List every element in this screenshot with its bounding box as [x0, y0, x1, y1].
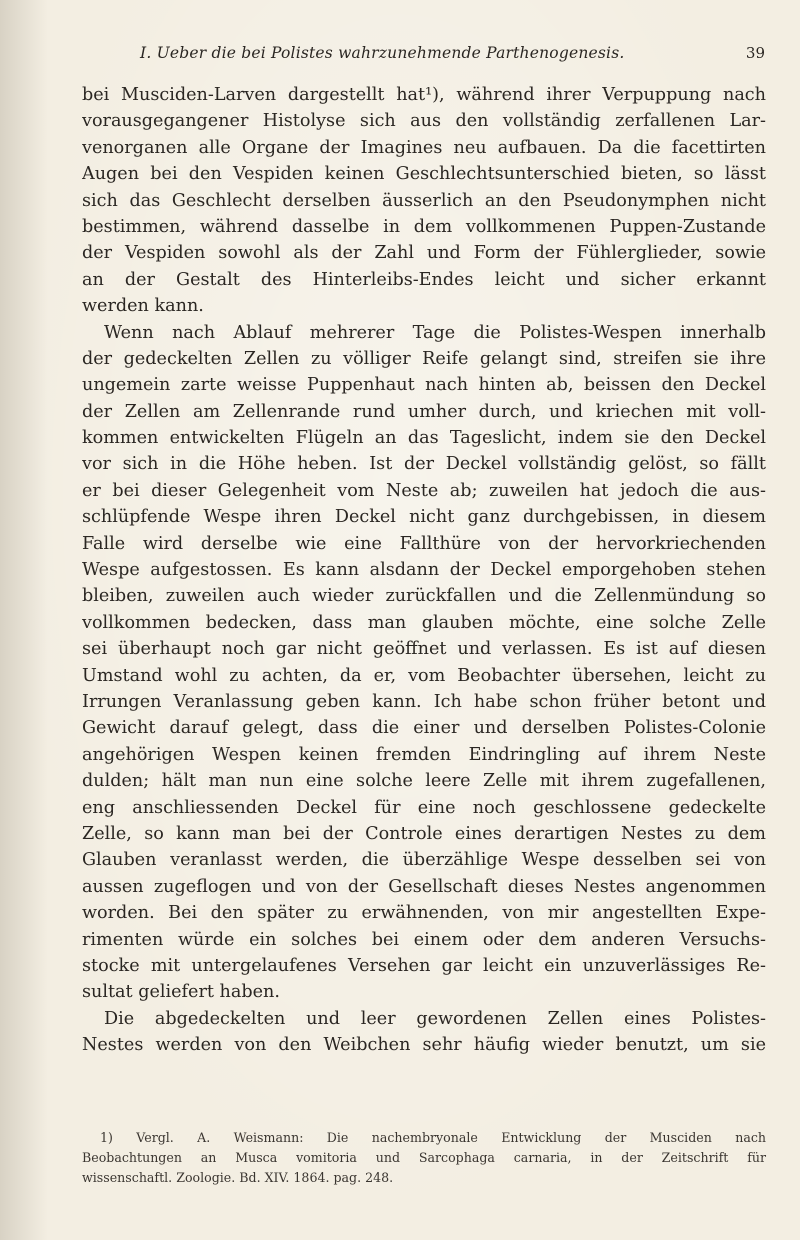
text-line: kommen entwickelten Flügeln an das Tageslicht, indem sie den Deckel — [82, 428, 766, 449]
text-line: vollkommen bedecken, dass man glauben möchte, eine solche Zelle — [82, 612, 766, 633]
text-line: dulden; hält man nun eine solche leere Zelle mit ihrem zugefallenen, — [82, 771, 766, 792]
footnote — [82, 1128, 766, 1188]
text-line: der Zellen am Zellenrande rund umher durch, und kriechen mit voll- — [82, 401, 766, 422]
text-line: sich das Geschlecht derselben äusserlich an den Pseudonymphen nicht — [82, 190, 766, 211]
text-line: Irrungen Veranlassung geben kann. Ich habe schon früher betont und — [82, 691, 766, 712]
text-line: Umstand wohl zu achten, da er, vom Beobachter übersehen, leicht zu — [82, 665, 766, 686]
text-line: Zelle, so kann man bei der Controle eines derartigen Nestes zu dem — [82, 823, 766, 844]
running-head: I. Ueber die bei Polistes wahrzunehmende Parthenogenesis. — [140, 44, 625, 62]
text-line: Glauben veranlasst werden, die überzählige Wespe desselben sei von — [82, 850, 766, 871]
text-line: stocke mit untergelaufenes Versehen gar leicht ein unzuverlässiges Re- — [82, 955, 766, 976]
text-line: ungemein zarte weisse Puppenhaut nach hinten ab, beissen den Deckel — [82, 375, 766, 396]
text-line: bei Musciden-Larven dargestellt hat¹), während ihrer Verpuppung nach — [82, 85, 766, 105]
text-line: sei überhaupt noch gar nicht geöffnet und verlassen. Es ist auf diesen — [82, 639, 766, 660]
paragraph-start-line: Wenn nach Ablauf mehrerer Tage die Polistes-Wespen innerhalb — [104, 322, 766, 343]
page-number: 39 — [745, 44, 765, 62]
text-line: rimenten würde ein solches bei einem oder dem anderen Versuchs- — [82, 929, 766, 950]
text-line: bestimmen, während dasselbe in dem vollkommenen Puppen-Zustande — [82, 216, 766, 237]
text-line: aussen zugeflogen und von der Gesellschaft dieses Nestes angenommen — [82, 876, 766, 897]
footnote-line: 1) Vergl. A. Weismann: Die nachembryonale Entwicklung der Musciden nach — [100, 1130, 766, 1145]
text-line: Nestes werden von den Weibchen sehr häufig wieder benutzt, um sie — [82, 1035, 766, 1056]
text-line: an der Gestalt des Hinterleibs-Endes leicht und sicher erkannt — [82, 269, 766, 290]
text-line: Gewicht darauf gelegt, dass die einer und derselben Polistes-Colonie — [82, 718, 766, 739]
text-line: bleiben, zuweilen auch wieder zurückfallen und die Zellenmündung so — [82, 586, 766, 607]
footnote-line: wissenschaftl. Zoologie. Bd. XIV. 1864. pag. 248. — [82, 1170, 394, 1185]
text-line: Augen bei den Vespiden keinen Geschlechtsunterschied bieten, so lässt — [82, 164, 766, 185]
text-line: Falle wird derselbe wie eine Fallthüre von der hervorkriechenden — [82, 533, 766, 554]
text-line: der gedeckelten Zellen zu völliger Reife gelangt sind, streifen sie ihre — [82, 348, 766, 369]
text-line: venorganen alle Organe der Imagines neu aufbauen. Da die facettirten — [82, 137, 766, 158]
text-line: vorausgegangener Histolyse sich aus den vollständig zerfallenen Lar- — [82, 111, 766, 132]
paragraph-end-line: werden kann. — [82, 296, 204, 317]
text-line: er bei dieser Gelegenheit vom Neste ab; zuweilen hat jedoch die aus- — [82, 480, 766, 501]
text-line: worden. Bei den später zu erwähnenden, von mir angestellten Expe- — [82, 903, 766, 924]
paragraph-start-line: Die abgedeckelten und leer gewordenen Zellen eines Polistes- — [104, 1008, 766, 1029]
text-line: Wespe aufgestossen. Es kann alsdann der Deckel emporgehoben stehen — [82, 560, 766, 581]
binding-shadow — [0, 0, 48, 1240]
text-line: angehörigen Wespen keinen fremden Eindringling auf ihrem Neste — [82, 744, 766, 765]
text-line: der Vespiden sowohl als der Zahl und Form der Fühlerglieder, sowie — [82, 243, 766, 264]
text-line: eng anschliessenden Deckel für eine noch geschlossene gedeckelte — [82, 797, 766, 818]
page-header — [140, 44, 765, 66]
text-line: vor sich in die Höhe heben. Ist der Deckel vollständig gelöst, so fällt — [82, 454, 766, 475]
footnote-line: Beobachtungen an Musca vomitoria und Sarcophaga carnaria, in der Zeitschrift für — [82, 1150, 766, 1165]
paragraph-end-line: sultat geliefert haben. — [82, 982, 280, 1003]
text-line: schlüpfende Wespe ihren Deckel nicht ganz durchgebissen, in diesem — [82, 507, 766, 528]
body-text — [82, 82, 766, 1058]
